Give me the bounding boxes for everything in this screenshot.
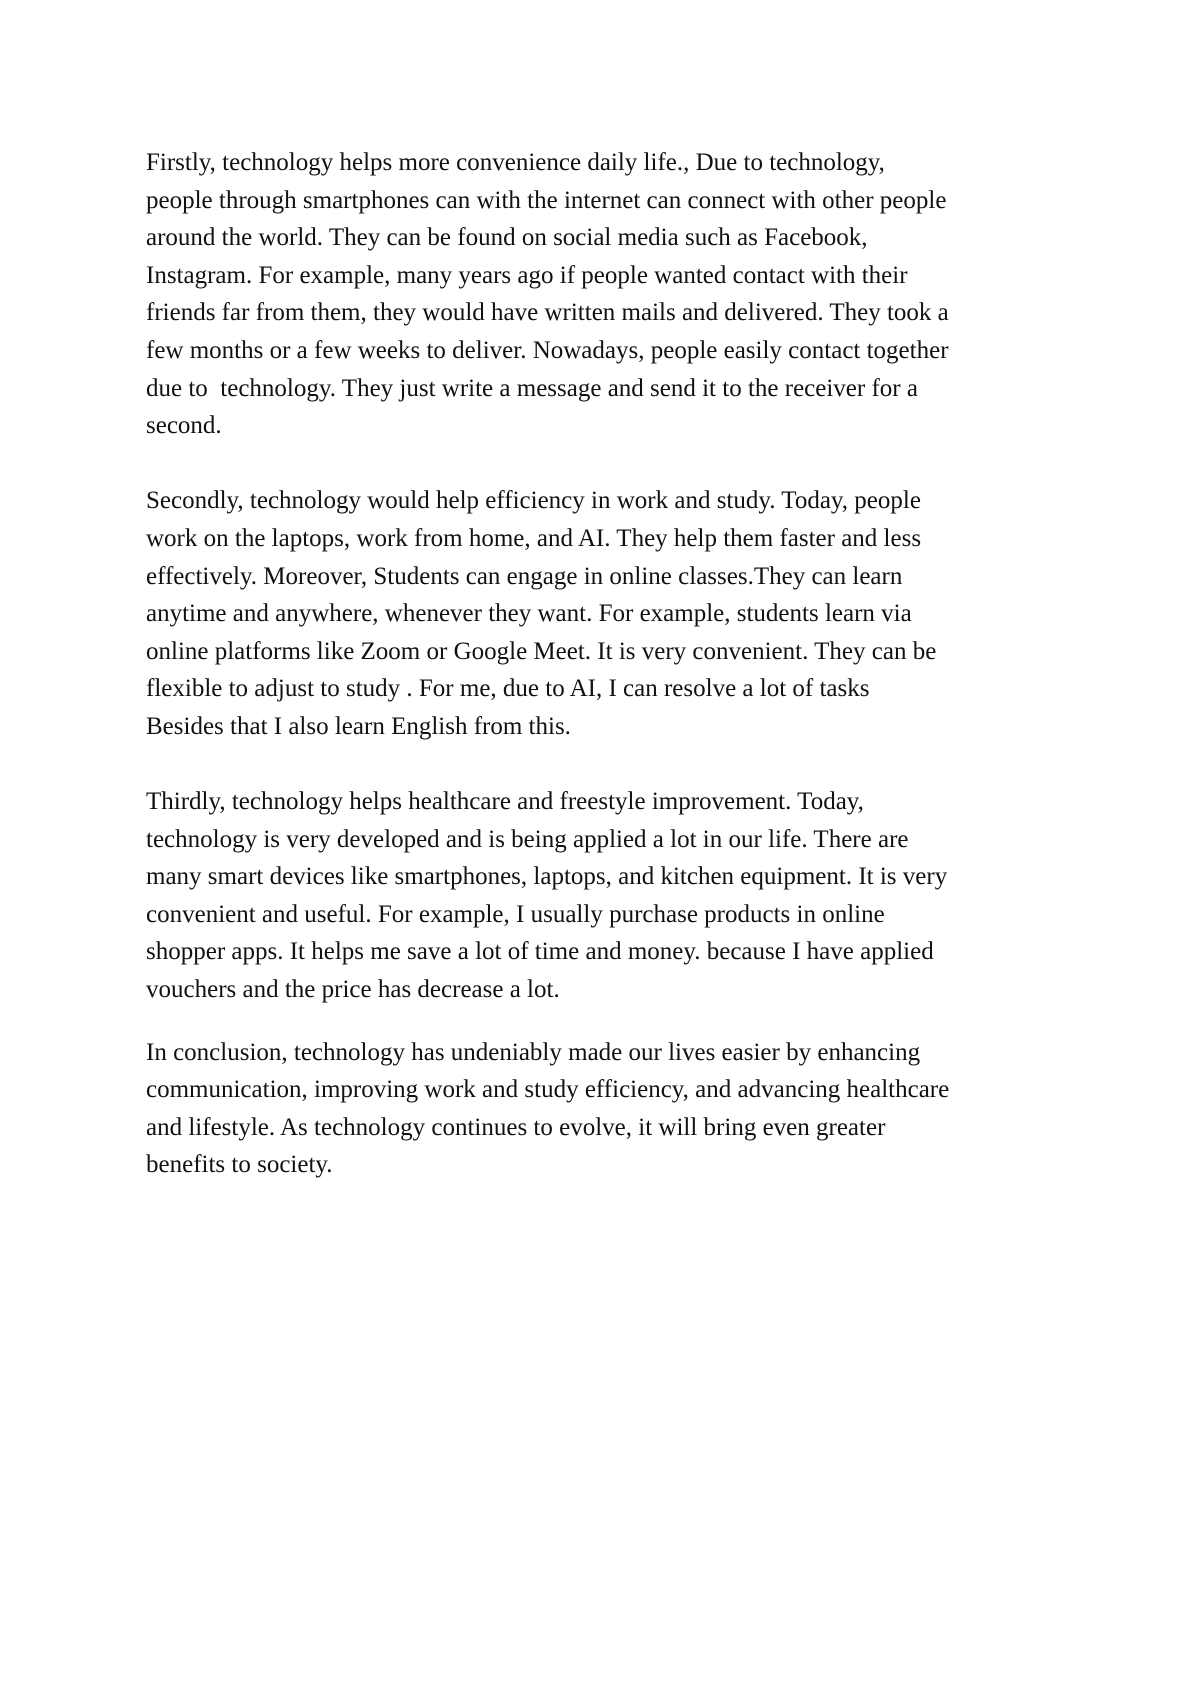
text-line: shopper apps. It helps me save a lot of time and money. because I have applied bbox=[146, 938, 934, 966]
text-line: Firstly, technology helps more convenience daily life., Due to technology, bbox=[146, 149, 885, 176]
paragraph-conclusion bbox=[146, 1034, 1076, 1184]
text-line: and lifestyle. As technology continues to evolve, it will bring even greater bbox=[146, 1113, 886, 1141]
document-body bbox=[146, 144, 1076, 1184]
text-line: work on the laptops, work from home, and AI. They help them faster and less bbox=[146, 524, 922, 552]
paragraph-spacer bbox=[146, 746, 1076, 784]
text-line: around the world. They can be found on social media such as Facebook, bbox=[146, 224, 868, 252]
paragraph-spacer bbox=[146, 1009, 1076, 1034]
text-line: effectively. Moreover, Students can engage in online classes.They can learn bbox=[146, 562, 903, 590]
text-line: anytime and anywhere, whenever they want. For example, students learn via bbox=[146, 600, 912, 628]
text-line: vouchers and the price has decrease a lot. bbox=[146, 976, 560, 1004]
paragraph-firstly bbox=[146, 144, 1076, 445]
text-line: Besides that I also learn English from this. bbox=[146, 712, 571, 740]
text-line: Thirdly, technology helps healthcare and freestyle improvement. Today, bbox=[146, 788, 864, 816]
text-line: convenient and useful. For example, I usually purchase products in online bbox=[146, 900, 885, 928]
text-line: flexible to adjust to study . For me, due to AI, I can resolve a lot of tasks bbox=[146, 675, 870, 703]
text-line: technology is very developed and is being applied a lot in our life. There are bbox=[146, 825, 909, 853]
text-line: friends far from them, they would have written mails and delivered. They took a bbox=[146, 299, 949, 327]
paragraph-secondly bbox=[146, 482, 1076, 745]
text-line: communication, improving work and study efficiency, and advancing healthcare bbox=[146, 1076, 950, 1104]
text-line: second. bbox=[146, 412, 222, 440]
text-line: due to technology. They just write a message and send it to the receiver for a bbox=[146, 374, 918, 402]
text-line: In conclusion, technology has undeniably made our lives easier by enhancing bbox=[146, 1038, 921, 1066]
text-line: online platforms like Zoom or Google Meet. It is very convenient. They can be bbox=[146, 637, 937, 665]
text-line: people through smartphones can with the internet can connect with other people bbox=[146, 186, 947, 214]
paragraph-spacer bbox=[146, 445, 1076, 483]
text-line: Instagram. For example, many years ago if people wanted contact with their bbox=[146, 261, 908, 289]
paragraph-thirdly bbox=[146, 783, 1076, 1009]
text-line: benefits to society. bbox=[146, 1151, 333, 1179]
text-line: many smart devices like smartphones, laptops, and kitchen equipment. It is very bbox=[146, 863, 948, 891]
text-line: few months or a few weeks to deliver. Nowadays, people easily contact together bbox=[146, 336, 949, 364]
text-line: Secondly, technology would help efficiency in work and study. Today, people bbox=[146, 487, 921, 515]
